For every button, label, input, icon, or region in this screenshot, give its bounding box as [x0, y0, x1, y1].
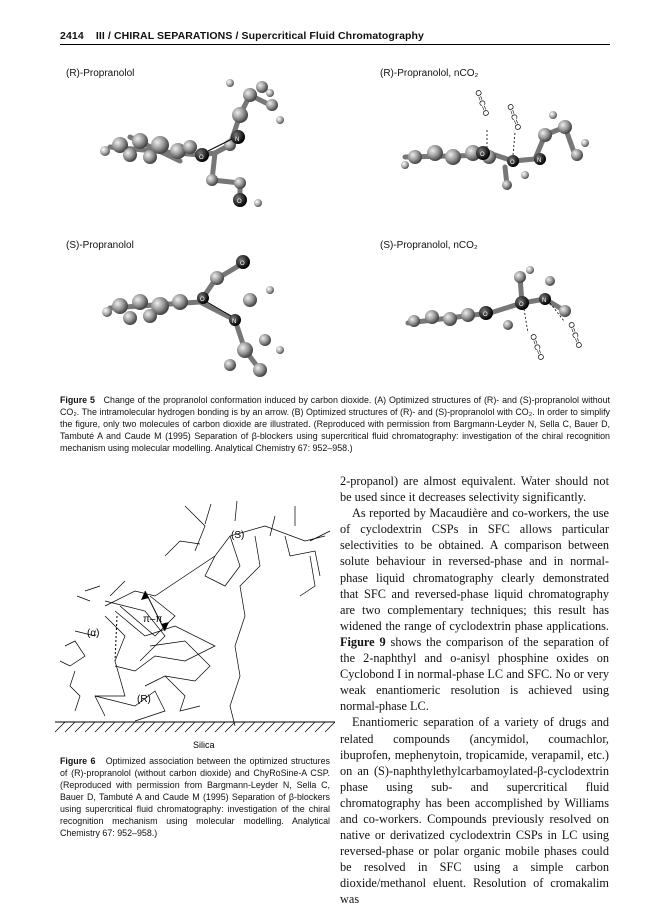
panel-label-r: (R)-Propranolol [66, 68, 135, 79]
atom-o: O [483, 312, 488, 318]
figure5-caption-label: Figure 5 [60, 395, 95, 405]
atom-n: N [537, 158, 542, 164]
paragraph: 2-propanol) are almost equivalent. Water should not be used since it decreases selectivity significantly. [340, 474, 609, 505]
label-s: (S) [231, 530, 245, 541]
paragraph-text: As reported by Macaudière and co-workers, the use of cyclodextrin CSPs in SFC allows particular selectivities to be obtained. A comparison between solute behaviour in reversed-phase and in normal-phase liquid chromatography clearly demonstrated that SFC and reversed-phase liquid chromatography are two complementary techniques; this result has widened the range of cyclodextrin phase applications. [340, 506, 609, 633]
molecule-r-propranolol [90, 75, 330, 225]
atom-o: O [200, 297, 205, 303]
label-pi-pi: π–π [143, 614, 163, 625]
atom-n: N [542, 298, 547, 304]
atom-o: O [510, 160, 515, 166]
paragraph [340, 505, 609, 714]
co2-label: O=C=O [528, 332, 547, 362]
atom-o: O [519, 302, 524, 308]
label-alpha: (α) [87, 628, 100, 639]
molecule-s-propranolol [95, 250, 335, 390]
page-number: 2414 [60, 30, 84, 42]
figure5-caption [60, 395, 610, 455]
atom-o: O [480, 152, 485, 158]
paragraph: Enantiomeric separation of a variety of drugs and related compounds (ancymidol, coumachlor, ibuprofen, mephenytoin, tropicamide, verapamil, etc.) on an (S)-naphthylethylcarbamoylated-β-cyclodextrin phase using sub- and supercritical fluid chromatography has been accomplished by Williams and co-workers. Compounds previously resolved on native or derivatized cyclodextrin CSPs in LC using reversed-phase or polar organic mobile phases could be resolved in SFC using a simple carbon dioxide/methanol eluent. Resolution of cromakalim was [340, 715, 609, 907]
label-silica: Silica [193, 740, 215, 750]
figure6-diagram [55, 496, 335, 752]
panel-label-s-co2: (S)-Propranolol, nCO₂ [380, 240, 478, 251]
molecule-s-propranolol-co2 [400, 255, 610, 390]
paragraph-text: shows the comparison of the separation of the 2-naphthyl and o-anisyl phosphine oxides on Cyclobond I in normal-phase LC and SFC. No or very weak enantiomeric resolution is achieved using normal-phase LC. [340, 634, 609, 714]
header-rule [60, 44, 610, 45]
co2-label: O=C=O [566, 320, 585, 350]
atom-o: O [199, 155, 204, 161]
atom-n: N [235, 137, 240, 143]
running-header [60, 30, 610, 42]
co2-label: O=C=O [505, 102, 524, 132]
running-title: III / CHIRAL SEPARATIONS / Supercritical Fluid Chromatography [95, 30, 424, 42]
body-text-column [340, 473, 609, 908]
panel-label-s: (S)-Propranolol [66, 240, 134, 251]
figure6-caption [60, 755, 330, 839]
panel-label-r-co2: (R)-Propranolol, nCO₂ [380, 68, 479, 79]
figure5-caption-text: Change of the propranolol conformation induced by carbon dioxide. (A) Optimized structures of (R)- and (S)-propranolol without CO₂. The intramolecular hydrogen bonding is by an arrow. (B) Optimized structures of (R)- and (S)-propranolol with CO₂. In order to simplify the figure, only two molecules of carbon dioxide are illustrated. (Reproduced with permission from Bargmann-Leyder N, Sella C, Bauer D, Tambuté A and Caude M (1995) Separation of β-blockers using supercritical fluid chromatography: investigation of the chiral recognition mechanism using molecular modelling. Analytical Chemistry 67: 952–958.) [60, 395, 611, 453]
atom-o: O [237, 199, 242, 205]
atom-n: N [232, 319, 237, 325]
figure-reference: Figure 9 [340, 634, 386, 649]
figure6-caption-label: Figure 6 [60, 756, 96, 766]
figure6-caption-text: Optimized association between the optimized structures of (R)-propranolol (without carbon dioxide) and ChyRoSine-A CSP. (Reproduced with permission from Bargmann-Leyder N, Sella C, Bauer D, Tambuté A and Caude M (1995) Separation of β-blockers using supercritical fluid chromatography: investigation of the chiral recognition mechanism using molecular modelling. Analytical Chemistry 67: 952–958.) [60, 756, 330, 838]
molecule-r-propranolol-co2 [395, 75, 610, 225]
co2-label: O=C=O [473, 88, 492, 118]
label-r: (R) [137, 694, 151, 705]
atom-o: O [240, 261, 245, 267]
